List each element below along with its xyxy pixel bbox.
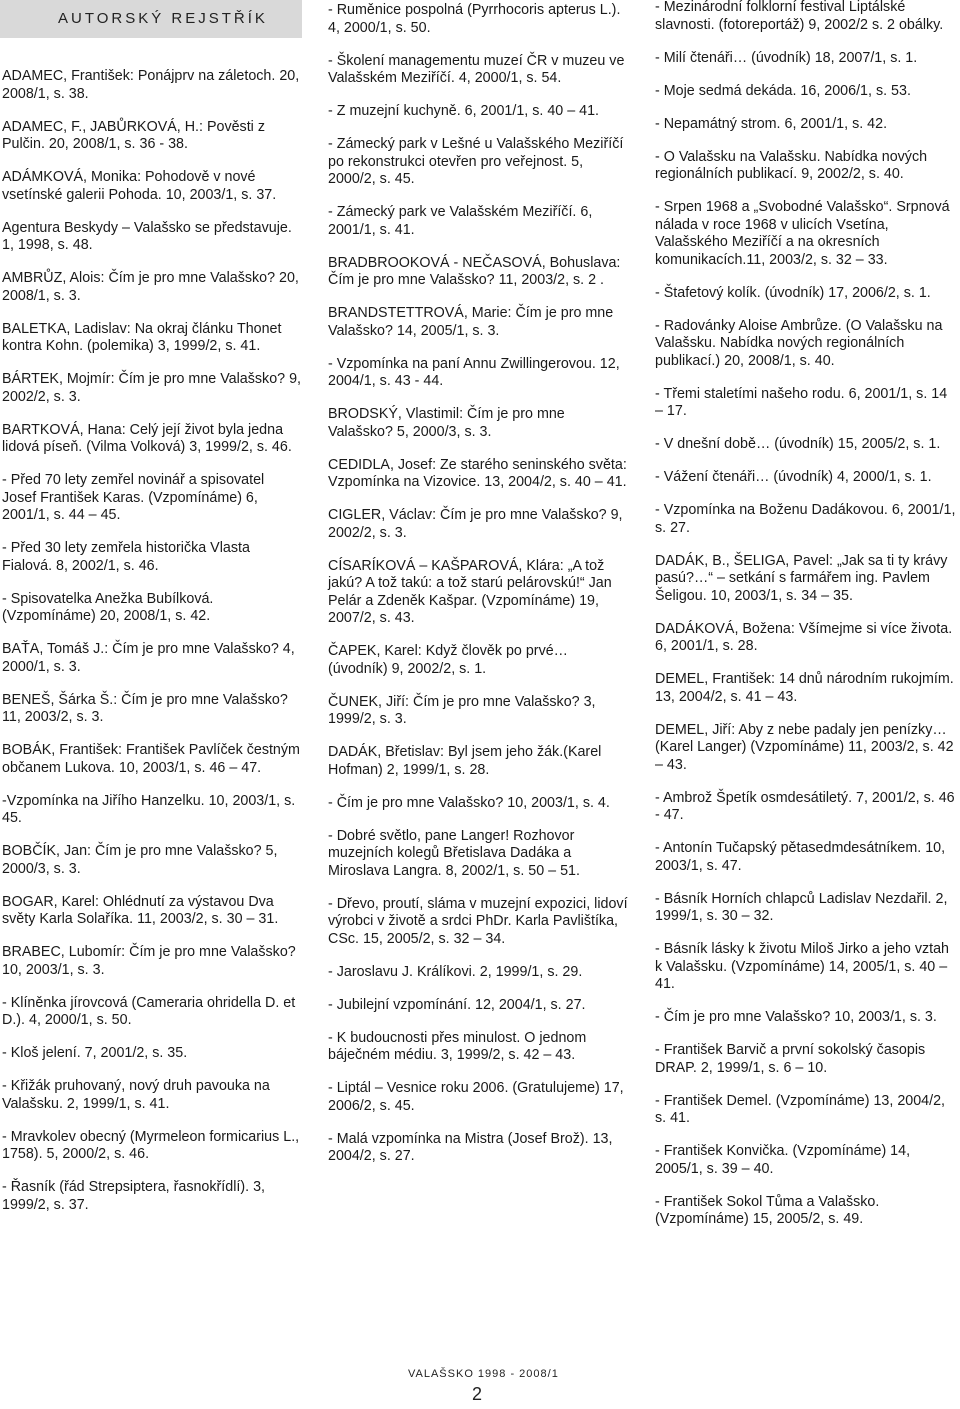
index-entry: - Čím je pro mne Valašsko? 10, 2003/1, s. 4. [328, 794, 610, 811]
index-entry: - Školení managementu muzeí ČR v muzeu ve Valašském Meziříčí. 4, 2000/1, s. 54. [328, 52, 625, 86]
index-entry: BENEŠ, Šárka Š.: Čím je pro mne Valašsko? 11, 2003/2, s. 3. [2, 691, 288, 725]
index-entry: BOGAR, Karel: Ohlédnutí za výstavou Dva světy Karla Solaříka. 11, 2003/2, s. 30 – 31. [2, 893, 279, 927]
index-entry: BRODSKÝ, Vlastimil: Čím je pro mne Valašsko? 5, 2000/3, s. 3. [328, 406, 565, 440]
index-entry: ČAPEK, Karel: Když člověk po prvé… (úvodník) 9, 2002/2, s. 1. [328, 643, 568, 677]
index-entry: - Z muzejní kuchyně. 6, 2001/1, s. 40 – 41. [328, 103, 599, 119]
index-entry: - Štafetový kolík. (úvodník) 17, 2006/2, s. 1. [655, 284, 931, 301]
index-header-bar [0, 0, 302, 38]
index-entry: - Malá vzpomínka na Mistra (Josef Brož). 13, 2004/2, s. 27. [328, 1130, 613, 1164]
index-entry: - Jubilejní vzpomínání. 12, 2004/1, s. 27. [328, 996, 586, 1013]
index-entry: - K budoucnosti přes minulost. O jednom báječném médiu. 3, 1999/2, s. 42 – 43. [328, 1029, 587, 1063]
index-entry: - František Konvička. (Vzpomínáme) 14, 2005/1, s. 39 – 40. [655, 1143, 911, 1177]
index-entry: - Ambrož Špetík osmdesátiletý. 7, 2001/2, s. 46 - 47. [655, 789, 955, 823]
index-entry: DADÁK, B., ŠELIGA, Pavel: „Jak sa ti ty krávy pasú?…“ – setkání s farmářem ing. Pavlem Šeligou. 10, 2003/1, s. 34 – 35. [655, 552, 948, 604]
index-entry: - Dřevo, proutí, sláma v muzejní expozici, lidoví výrobci v životě a srdci PhDr. Karla Pavlištíka, CSc. 15, 2005/2, s. 32 – 34. [328, 895, 628, 947]
index-entry: CIGLER, Václav: Čím je pro mne Valašsko? 9, 2002/2, s. 3. [328, 507, 623, 541]
index-entry: - Dobré světlo, pane Langer! Rozhovor muzejních kolegů Břetislava Dadáka a Miroslava Langra. 8, 2002/1, s. 50 – 51. [328, 827, 580, 879]
index-entry: BAŤA, Tomáš J.: Čím je pro mne Valašsko? 4, 2000/1, s. 3. [2, 641, 295, 675]
index-entry: - Řasník (řád Strepsiptera, řasnokřídlí). 3, 1999/2, s. 37. [2, 1179, 265, 1213]
index-column-1 [2, 68, 302, 1230]
index-entry: - Zámecký park ve Valašském Meziříčí. 6, 2001/1, s. 41. [328, 204, 593, 238]
index-entry: - František Sokol Tůma a Valašsko. (Vzpomínáme) 15, 2005/2, s. 49. [655, 1193, 880, 1227]
index-entry: ADÁMKOVÁ, Monika: Pohodově v nové vsetínské galerii Pohoda. 10, 2003/1, s. 37. [2, 169, 277, 203]
index-entry: - Vzpomínka na Boženu Dadákovou. 6, 2001/1, s. 27. [655, 502, 956, 536]
index-entry: BARTKOVÁ, Hana: Celý její život byla jedna lidová píseň. (Vilma Volková) 3, 1999/2, s. 46. [2, 421, 292, 455]
index-entry: - Vzpomínka na paní Annu Zwillingerovou. 12, 2004/1, s. 43 - 44. [328, 355, 620, 389]
index-entry: - Nepamátný strom. 6, 2001/1, s. 42. [655, 115, 888, 132]
index-entry: - Křižák pruhovaný, nový druh pavouka na Valašsku. 2, 1999/1, s. 41. [2, 1078, 270, 1112]
index-entry: BALETKA, Ladislav: Na okraj článku Thonet kontra Kohn. (polemika) 3, 1999/2, s. 41. [2, 320, 282, 354]
index-entry: BRABEC, Lubomír: Čím je pro mne Valašsko? 10, 2003/1, s. 3. [2, 944, 296, 978]
index-entry: ČUNEK, Jiří: Čím je pro mne Valašsko? 3, 1999/2, s. 3. [328, 693, 596, 727]
index-entry: - Radovánky Aloise Ambrůze. (O Valašsku na Valašsku. Nabídka nových regionálních publikací.) 20, 2008/1, s. 40. [655, 317, 943, 369]
page-number: 2 [472, 1384, 483, 1404]
index-entry: - Vážení čtenáři… (úvodník) 4, 2000/1, s. 1. [655, 469, 932, 485]
index-column-3 [655, 0, 957, 1244]
index-entry: BRADBROOKOVÁ - NEČASOVÁ, Bohuslava: Čím je pro mne Valašsko? 11, 2003/2, s. 2 . [328, 254, 621, 288]
index-entry: - Moje sedmá dekáda. 16, 2006/1, s. 53. [655, 82, 911, 99]
index-entry: DEMEL, František: 14 dnů národním rukojmím. 13, 2004/2, s. 41 – 43. [655, 671, 954, 705]
index-entry: - Třemi staletími našeho rodu. 6, 2001/1, s. 14 – 17. [655, 385, 948, 419]
index-entry: - Mezinárodní folklorní festival Liptálské slavnosti. (fotoreportáž) 9, 2002/2 s. 2 obálky. [655, 0, 944, 33]
index-entry: - Kloš jelení. 7, 2001/2, s. 35. [2, 1045, 188, 1061]
index-entry: BOBČÍK, Jan: Čím je pro mne Valašsko? 5, 2000/3, s. 3. [2, 843, 278, 877]
index-entry: - František Barvič a první sokolský časopis DRAP. 2, 1999/1, s. 6 – 10. [655, 1042, 926, 1076]
index-entry: - V dnešní době… (úvodník) 15, 2005/2, s. 1. [655, 436, 941, 452]
index-entry: - Milí čtenáři… (úvodník) 18, 2007/1, s. 1. [655, 49, 918, 66]
index-entry: ADAMEC, F., JABŮRKOVÁ, H.: Pověsti z Pulčin. 20, 2008/1, s. 36 - 38. [2, 118, 265, 152]
journal-footer: VALAŠSKO 1998 - 2008/1 [408, 1368, 559, 1380]
index-entry: - Klíněnka jírovcová (Cameraria ohridella D. et D.). 4, 2000/1, s. 50. [2, 994, 296, 1028]
index-entry: -Vzpomínka na Jiřího Hanzelku. 10, 2003/1, s. 45. [2, 792, 296, 826]
index-entry: - Básník lásky k životu Miloš Jirko a jeho vztah k Valašsku. (Vzpomínáme) 14, 2005/1, s. 40 – 41. [655, 941, 949, 992]
index-entry: DEMEL, Jiří: Aby z nebe padaly jen penízky… (Karel Langer) (Vzpomínáme) 11, 2003/2, s. 42 – 43. [655, 721, 954, 773]
index-entry: DADÁK, Břetislav: Byl jsem jeho žák.(Karel Hofman) 2, 1999/1, s. 28. [328, 744, 602, 778]
index-entry: - Před 30 lety zemřela historička Vlasta Fialová. 8, 2002/1, s. 46. [2, 540, 250, 574]
index-entry: BÁRTEK, Mojmír: Čím je pro mne Valašsko? 9, 2002/2, s. 3. [2, 371, 302, 405]
index-entry: AMBRŮZ, Alois: Čím je pro mne Valašsko? 20, 2008/1, s. 3. [2, 270, 299, 304]
index-title: AUTORSKÝ REJSTŘÍK [58, 10, 268, 27]
index-entry: ADAMEC, František: Ponájprv na záletoch. 20, 2008/1, s. 38. [2, 68, 300, 102]
index-entry: - Básník Horních chlapců Ladislav Nezdařil. 2, 1999/1, s. 30 – 32. [655, 890, 948, 924]
index-column-2 [328, 2, 630, 1181]
index-entry: - Před 70 lety zemřel novinář a spisovatel Josef František Karas. (Vzpomínáme) 6, 2001/1, s. 44 – 45. [2, 472, 265, 523]
index-entry: DADÁKOVÁ, Božena: Všímejme si více života. 6, 2001/1, s. 28. [655, 620, 953, 654]
index-entry: - Mravkolev obecný (Myrmeleon formicarius L., 1758). 5, 2000/2, s. 46. [2, 1128, 300, 1162]
index-entry: CEDIDLA, Josef: Ze starého seninského světa: Vzpomínka na Vizovice. 13, 2004/2, s. 40 – 41. [328, 456, 627, 490]
index-entry: Agentura Beskydy – Valašsko se představuje. 1, 1998, s. 48. [2, 219, 292, 253]
index-entry: - Ruměnice pospolná (Pyrrhocoris apterus L.). 4, 2000/1, s. 50. [328, 2, 621, 36]
index-entry: - Srpen 1968 a „Svobodné Valašsko“. Srpnová nálada v roce 1968 v ulicích Vsetína, Valašského Meziříčí a na okresních komunikacích.11, 2003/2, s. 32 – 33. [655, 199, 950, 268]
index-entry: - Jaroslavu J. Králíkovi. 2, 1999/1, s. 29. [328, 963, 583, 980]
index-entry: - O Valašsku na Valašsku. Nabídka nových regionálních publikací. 9, 2002/2, s. 40. [655, 148, 928, 182]
index-entry: BOBÁK, František: František Pavlíček čestným občanem Lukova. 10, 2003/1, s. 46 – 47. [2, 742, 300, 776]
index-entry: CÍSARÍKOVÁ – KAŠPAROVÁ, Klára: „A tož jakú? A tož takú: a tož starú pelárovskú!“ Jan Pelár a Zdeněk Kašpar. (Vzpomínáme) 19, 2007/2, s. 43. [328, 557, 612, 626]
index-entry: - František Demel. (Vzpomínáme) 13, 2004/2, s. 41. [655, 1092, 946, 1126]
index-entry: - Antonín Tučapský pětasedmdesátníkem. 10, 2003/1, s. 47. [655, 840, 946, 874]
index-entry: - Čím je pro mne Valašsko? 10, 2003/1, s. 3. [655, 1009, 937, 1025]
index-entry: - Liptál – Vesnice roku 2006. (Gratulujeme) 17, 2006/2, s. 45. [328, 1080, 624, 1114]
index-entry: BRANDSTETTROVÁ, Marie: Čím je pro mne Valašsko? 14, 2005/1, s. 3. [328, 305, 614, 339]
index-entry: - Spisovatelka Anežka Bubílková. (Vzpomínáme) 20, 2008/1, s. 42. [2, 590, 214, 624]
index-entry: - Zámecký park v Lešné u Valašského Meziříčí po rekonstrukci otevřen pro veřejnost. 5, 2000/2, s. 45. [328, 136, 624, 187]
